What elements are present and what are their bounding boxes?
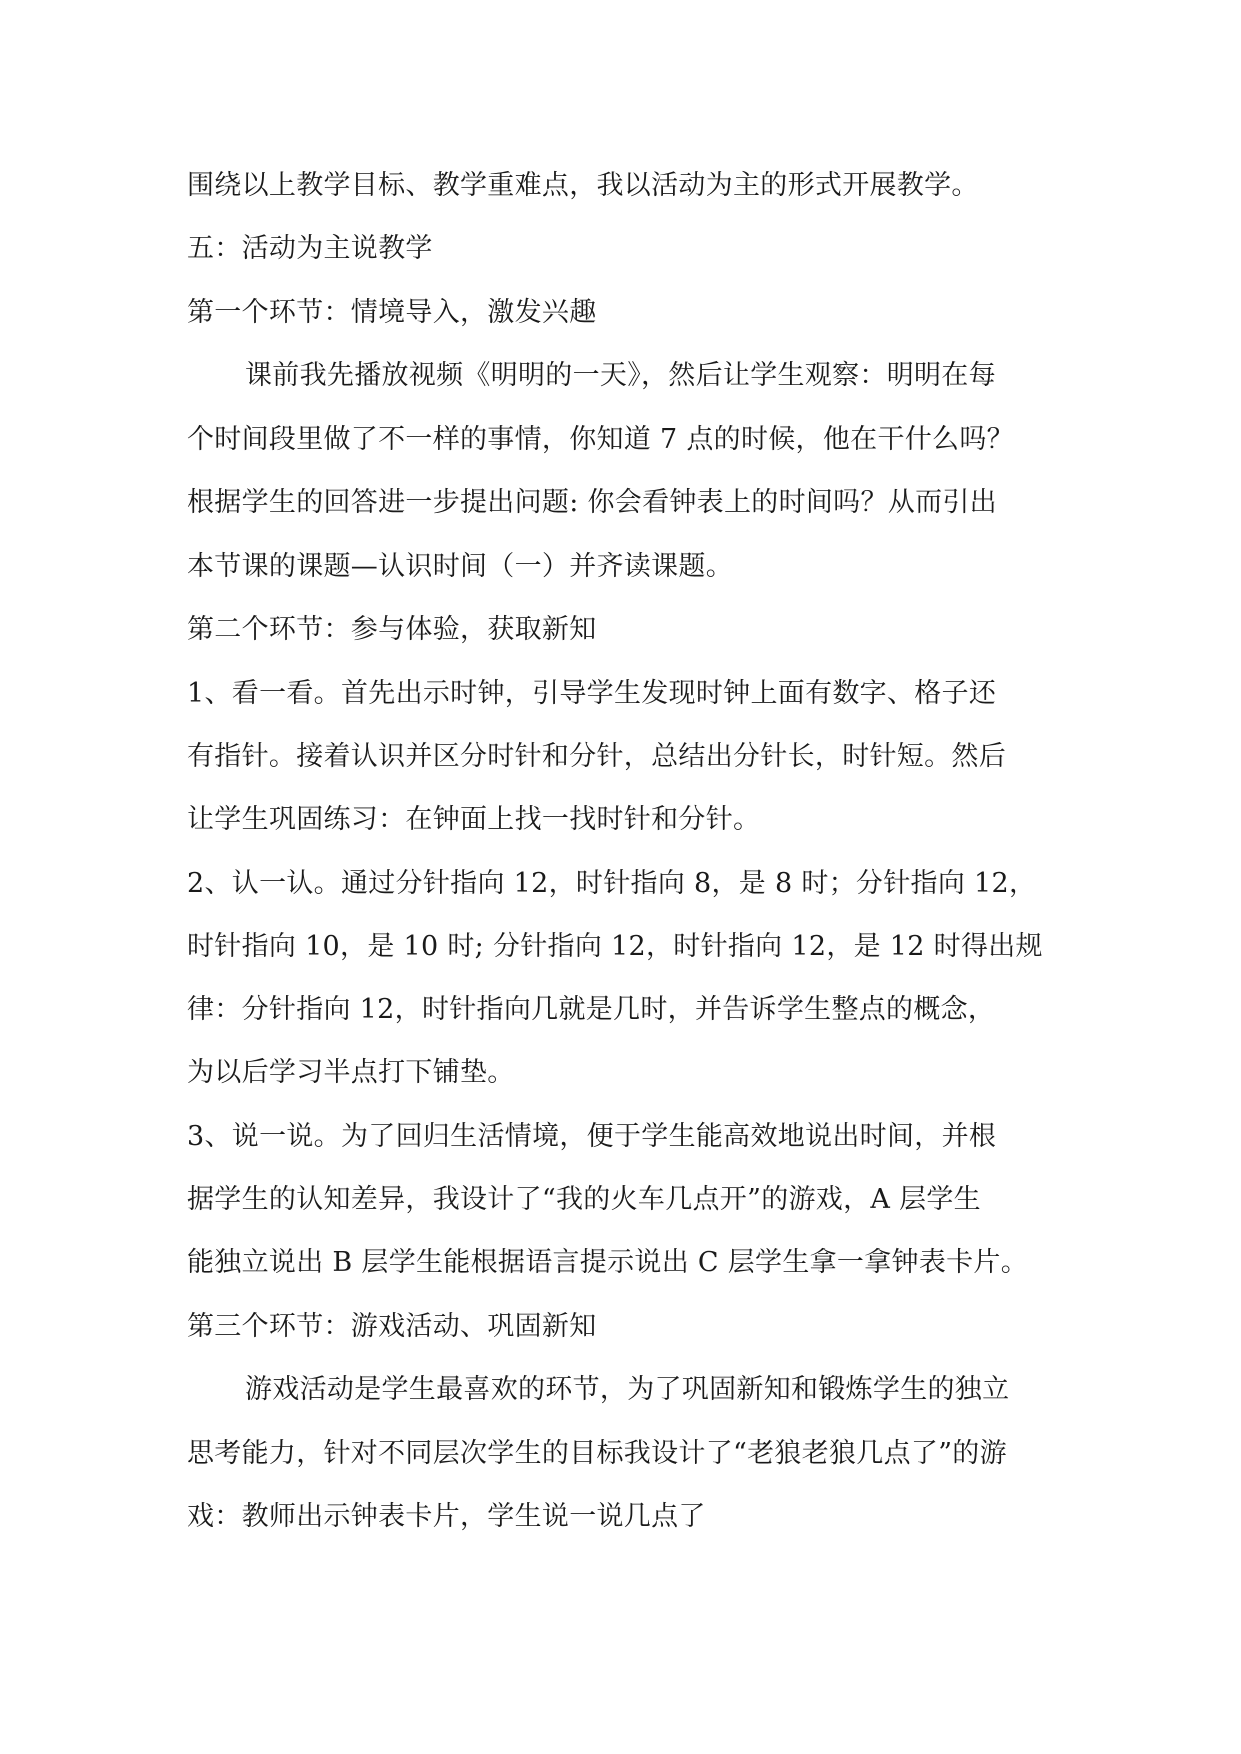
paragraph-line: 围绕以上教学目标、教学重难点，我以活动为主的形式开展教学。 bbox=[187, 170, 979, 201]
paragraph-line: 3、说一说。为了回归生活情境，便于学生能高效地说出时间，并根 bbox=[187, 1121, 997, 1152]
subsection-heading: 第一个环节：情境导入，激发兴趣 bbox=[187, 297, 597, 328]
paragraph-line: 课前我先播放视频《明明的一天》，然后让学生观察：明明在每 bbox=[245, 360, 996, 391]
paragraph-line: 1、看一看。首先出示时钟，引导学生发现时钟上面有数字、格子还 bbox=[187, 678, 997, 709]
paragraph-line: 思考能力，针对不同层次学生的目标我设计了“老狼老狼几点了”的游 bbox=[187, 1438, 1007, 1469]
paragraph-line: 能独立说出 B 层学生能根据语言提示说出 C 层学生拿一拿钟表卡片。 bbox=[187, 1247, 1029, 1278]
section-heading: 五：活动为主说教学 bbox=[187, 233, 433, 264]
paragraph-line: 据学生的认知差异，我设计了“我的火车几点开”的游戏，A 层学生 bbox=[187, 1184, 981, 1215]
paragraph-line: 让学生巩固练习：在钟面上找一找时针和分针。 bbox=[187, 804, 761, 835]
paragraph-line: 时针指向 10，是 10 时; 分针指向 12，时针指向 12，是 12 时得出规 bbox=[187, 931, 1043, 962]
paragraph-line: 为以后学习半点打下铺垫。 bbox=[187, 1057, 515, 1088]
paragraph-line: 本节课的课题—认识时间（一）并齐读课题。 bbox=[187, 551, 733, 582]
paragraph-line: 2、认一认。通过分针指向 12，时针指向 8，是 8 时；分针指向 12， bbox=[187, 868, 1037, 899]
paragraph-line: 个时间段里做了不一样的事情，你知道 7 点的时候，他在干什么吗？ bbox=[187, 424, 1014, 455]
paragraph-line: 律：分针指向 12，时针指向几就是几时，并告诉学生整点的概念， bbox=[187, 994, 996, 1025]
paragraph-line: 游戏活动是学生最喜欢的环节，为了巩固新知和锻炼学生的独立 bbox=[245, 1374, 1010, 1405]
paragraph-line: 有指针。接着认识并区分时针和分针，总结出分针长，时针短。然后 bbox=[187, 741, 1006, 772]
paragraph-line: 根据学生的回答进一步提出问题: 你会看钟表上的时间吗？从而引出 bbox=[187, 487, 997, 518]
subsection-heading: 第二个环节：参与体验，获取新知 bbox=[187, 614, 597, 645]
paragraph-line: 戏：教师出示钟表卡片，学生说一说几点了 bbox=[187, 1501, 706, 1532]
subsection-heading: 第三个环节：游戏活动、巩固新知 bbox=[187, 1311, 597, 1342]
